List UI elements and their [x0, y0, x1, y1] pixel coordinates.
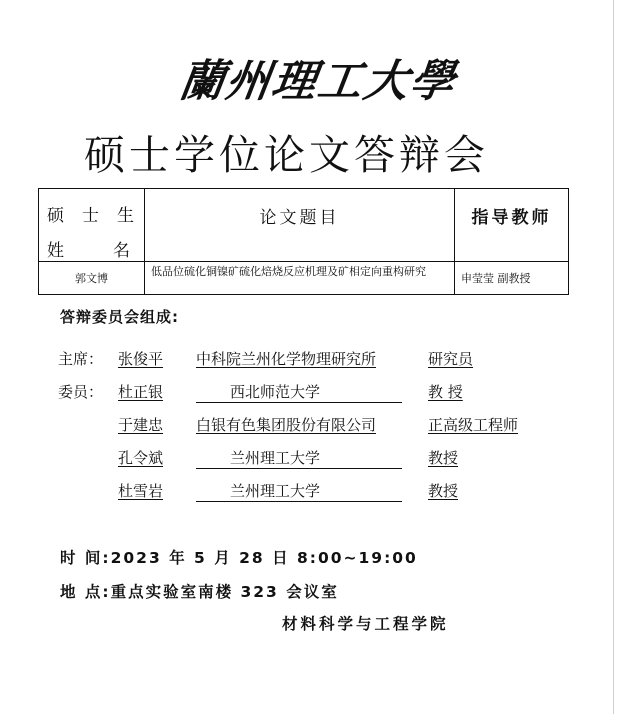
member-title: 教授 [428, 482, 459, 500]
member-org [196, 480, 402, 502]
committee-member-row [0, 447, 621, 469]
committee-member-row [0, 480, 621, 502]
member-name: 杜雪岩 [118, 482, 164, 500]
student-name-header [39, 189, 145, 262]
header-char: 硕 [47, 206, 64, 226]
header-char: 生 [117, 206, 134, 226]
table-row [39, 262, 569, 295]
member-role: 主席： [58, 350, 104, 368]
member-org: 白银有色集团股份有限公司 [196, 416, 377, 434]
member-org: 中科院兰州化学物理研究所 [196, 350, 377, 368]
committee-member-row [0, 414, 621, 436]
defense-location: 地 点:重点实验室南楼 323 会议室 [60, 583, 339, 601]
member-title: 研究员 [428, 350, 474, 368]
defense-time: 时 间:2023 年 5 月 28 日 8:00~19:00 [60, 549, 418, 567]
member-org [196, 447, 402, 469]
header-char: 姓 [47, 241, 64, 261]
member-title: 教授 [428, 449, 459, 467]
member-org [196, 381, 402, 403]
header-char: 士 [82, 206, 99, 226]
university-logo: 蘭州理工大學 [176, 56, 460, 107]
member-name: 张俊平 [118, 350, 164, 368]
advisor-name: 申莹莹 副教授 [455, 262, 569, 295]
member-name: 孔令斌 [118, 449, 164, 467]
thesis-topic: 低品位硫化铜镍矿硫化焙烧反应机理及矿相定向重构研究 [145, 262, 455, 295]
member-name: 杜正银 [118, 383, 164, 401]
advisor-header: 指导教师 [455, 189, 569, 262]
committee-heading: 答辩委员会组成: [60, 308, 179, 326]
page-title: 硕士学位论文答辩会 [84, 131, 489, 179]
student-name: 郭文博 [39, 262, 145, 295]
member-org-text: 兰州理工大学 [230, 449, 321, 467]
member-org-text: 西北师范大学 [230, 383, 321, 401]
member-name: 于建忠 [118, 416, 164, 434]
committee-member-row [0, 348, 621, 370]
thesis-info-table [38, 188, 569, 295]
table-header-row [39, 189, 569, 262]
school-name: 材料科学与工程学院 [282, 615, 449, 633]
thesis-topic-header: 论文题目 [145, 189, 455, 262]
header-char: 名 [113, 241, 130, 261]
member-org-text: 兰州理工大学 [230, 482, 321, 500]
committee-member-row [0, 381, 621, 403]
member-role: 委员： [58, 383, 104, 401]
member-title: 正高级工程师 [428, 416, 519, 434]
member-title: 教 授 [428, 383, 463, 401]
